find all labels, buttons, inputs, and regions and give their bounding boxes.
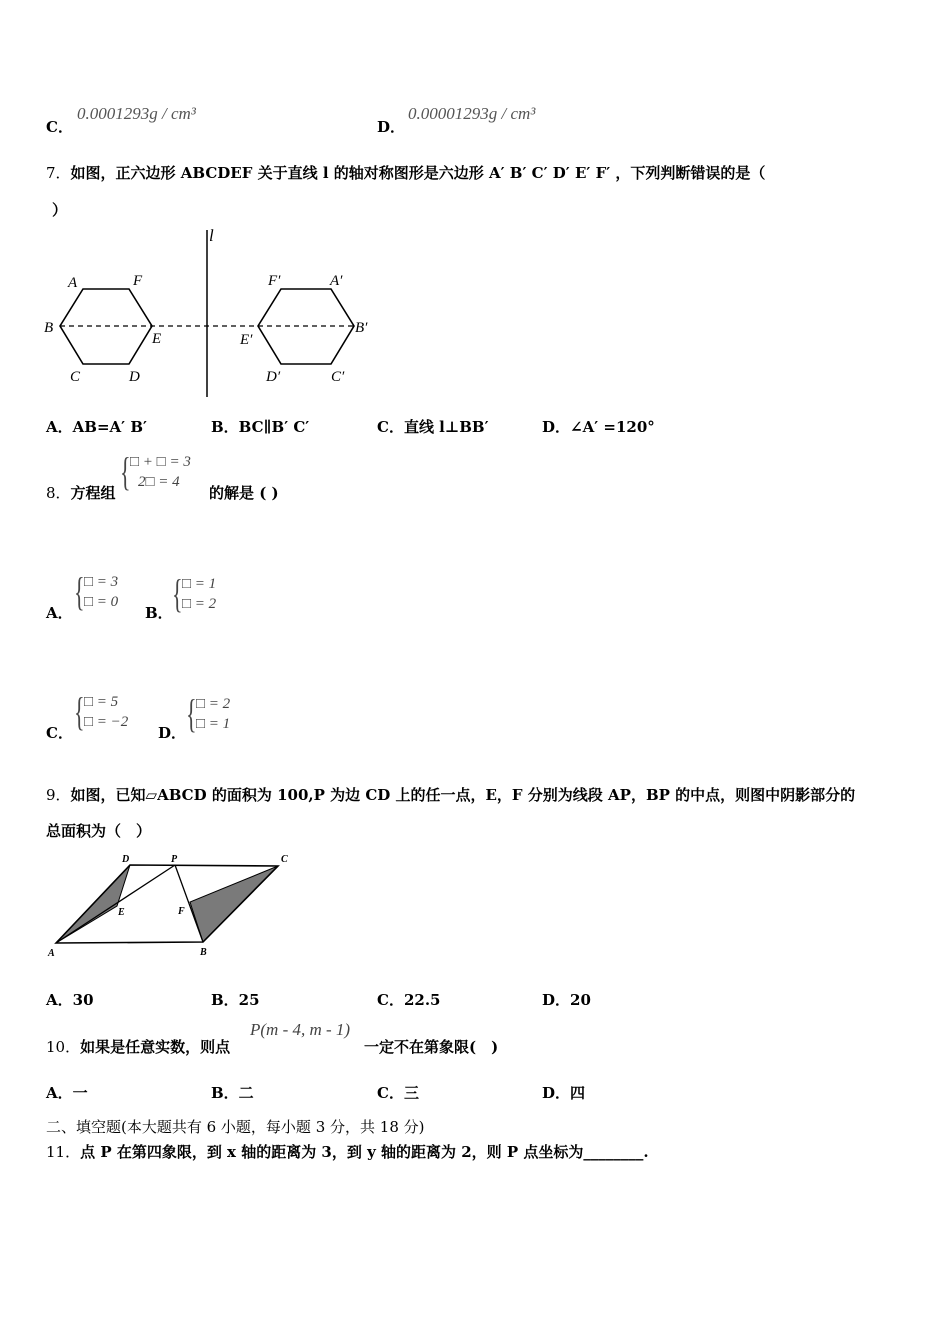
q9-option-d: D．20 [542, 991, 591, 1009]
question-8-text-after: 的解是 ( ) [209, 484, 279, 502]
question-10-text-after: 一定不在第象限( ) [364, 1038, 499, 1056]
segment-ap [56, 865, 175, 943]
q8-option-a-label: A． [46, 604, 73, 622]
parallelogram-abcd [56, 865, 278, 943]
option-c-label: C． [46, 118, 73, 136]
question-11-number: 11． [46, 1143, 81, 1161]
question-7-text: 如图，正六边形 ABCDEF 关于直线 l 的轴对称图形是六边形 A′ B′ C′ D′ E′ F′ ，下列判断错误的是（ [70, 164, 766, 182]
question-9-number: 9． [46, 786, 71, 804]
option-d-value: 0.00001293g / cm³ [408, 104, 536, 123]
q8-option-d-line-2: □ = 1 [196, 716, 231, 732]
q8-option-a-system [74, 569, 144, 614]
question-7-number: 7． [46, 164, 71, 182]
label-F: F [178, 906, 185, 917]
q7-option-c: C．直线 l⊥BB′ [377, 418, 489, 436]
q8-option-b-label: B． [145, 604, 173, 622]
option-c-value: 0.0001293g / cm³ [77, 104, 196, 123]
label-P: P [171, 854, 178, 865]
q8-option-d-label: D． [158, 724, 187, 742]
q10-option-c: C．三 [377, 1084, 419, 1102]
q7-option-a: A．AB=A′ B′ [46, 418, 147, 436]
question-9-text-cont: 总面积为（ ） [46, 822, 152, 840]
question-11-text: 点 P 在第四象限，到 x 轴的距离为 3，到 y 轴的距离为 2，则 P 点坐标为________. [80, 1143, 649, 1161]
section-2-title: 二、填空题(本大题共有 6 小题，每小题 3 分，共 18 分) [46, 1118, 425, 1136]
question-11 [46, 1141, 649, 1162]
label-E-prime: E′ [240, 332, 253, 348]
q9-option-b: B．25 [211, 991, 260, 1009]
label-F: F [133, 273, 143, 289]
label-B: B [200, 947, 207, 958]
brace-icon: { [120, 449, 131, 494]
question-10-text: 如果是任意实数，则点 [80, 1038, 231, 1056]
q8-option-c-line-1: □ = 5 [84, 694, 119, 710]
label-F-prime: F′ [268, 273, 281, 289]
q8-option-c-system [74, 689, 154, 734]
label-E: E [152, 331, 162, 347]
q8-option-c-line-2: □ = −2 [84, 714, 129, 730]
q8-option-a-line-1: □ = 3 [84, 574, 119, 590]
label-E: E [118, 907, 125, 918]
q8-option-d-line-1: □ = 2 [196, 696, 231, 712]
brace-icon: { [74, 689, 85, 734]
brace-icon: { [74, 569, 85, 614]
question-8-text: 方程组 [70, 484, 116, 502]
label-C: C [70, 369, 81, 385]
axis-label-l: l [209, 226, 214, 245]
label-B: B [44, 320, 54, 336]
q7-option-b: B．BC∥B′ C′ [211, 418, 310, 436]
question-8 [46, 482, 116, 503]
q8-option-d-system [186, 691, 256, 736]
q8-system-line-1: □ + □ = 3 [130, 454, 191, 470]
label-B-prime: B′ [355, 320, 368, 336]
label-A-prime: A′ [330, 273, 343, 289]
question-7-text-cont: ） [52, 201, 68, 219]
label-C: C [281, 854, 288, 865]
label-D: D [129, 369, 140, 385]
q8-option-b-line-2: □ = 2 [182, 596, 217, 612]
brace-icon: { [172, 571, 183, 616]
question-8-number: 8． [46, 484, 71, 502]
q9-option-c: C．22.5 [377, 991, 441, 1009]
q8-option-b-system [172, 571, 242, 616]
question-10 [46, 1036, 230, 1057]
question-9 [46, 784, 855, 805]
option-d-label: D． [377, 118, 406, 136]
question-7 [46, 162, 765, 183]
q8-system-line-2: 2□ = 4 [138, 474, 180, 490]
label-D-prime: D′ [266, 369, 281, 385]
q8-option-a-line-2: □ = 0 [84, 594, 119, 610]
q8-option-c-label: C． [46, 724, 73, 742]
brace-icon: { [186, 691, 197, 736]
q10-point-expression: P(m - 4, m - 1) [250, 1020, 351, 1039]
label-A: A [68, 275, 78, 291]
parallelogram-figure [42, 850, 302, 962]
question-10-number: 10． [46, 1038, 81, 1056]
question-9-text: 如图，已知▱ABCD 的面积为 100,P 为边 CD 上的任一点，E，F 分别为线段 AP，BP 的中点，则图中阴影部分的 [70, 786, 856, 804]
q8-equation-system [120, 449, 210, 494]
q10-option-b: B．二 [211, 1084, 254, 1102]
label-C-prime: C′ [331, 369, 345, 385]
q9-option-a: A．30 [46, 991, 94, 1009]
shaded-triangle-right [190, 866, 278, 942]
q7-option-d: D．∠A′ =120° [542, 418, 655, 436]
q10-option-a: A．一 [46, 1084, 88, 1102]
q8-option-b-line-1: □ = 1 [182, 576, 217, 592]
label-D: D [122, 854, 130, 865]
q10-option-d: D．四 [542, 1084, 586, 1102]
label-A: A [48, 948, 55, 959]
hexagon-reflection-figure [40, 225, 385, 400]
